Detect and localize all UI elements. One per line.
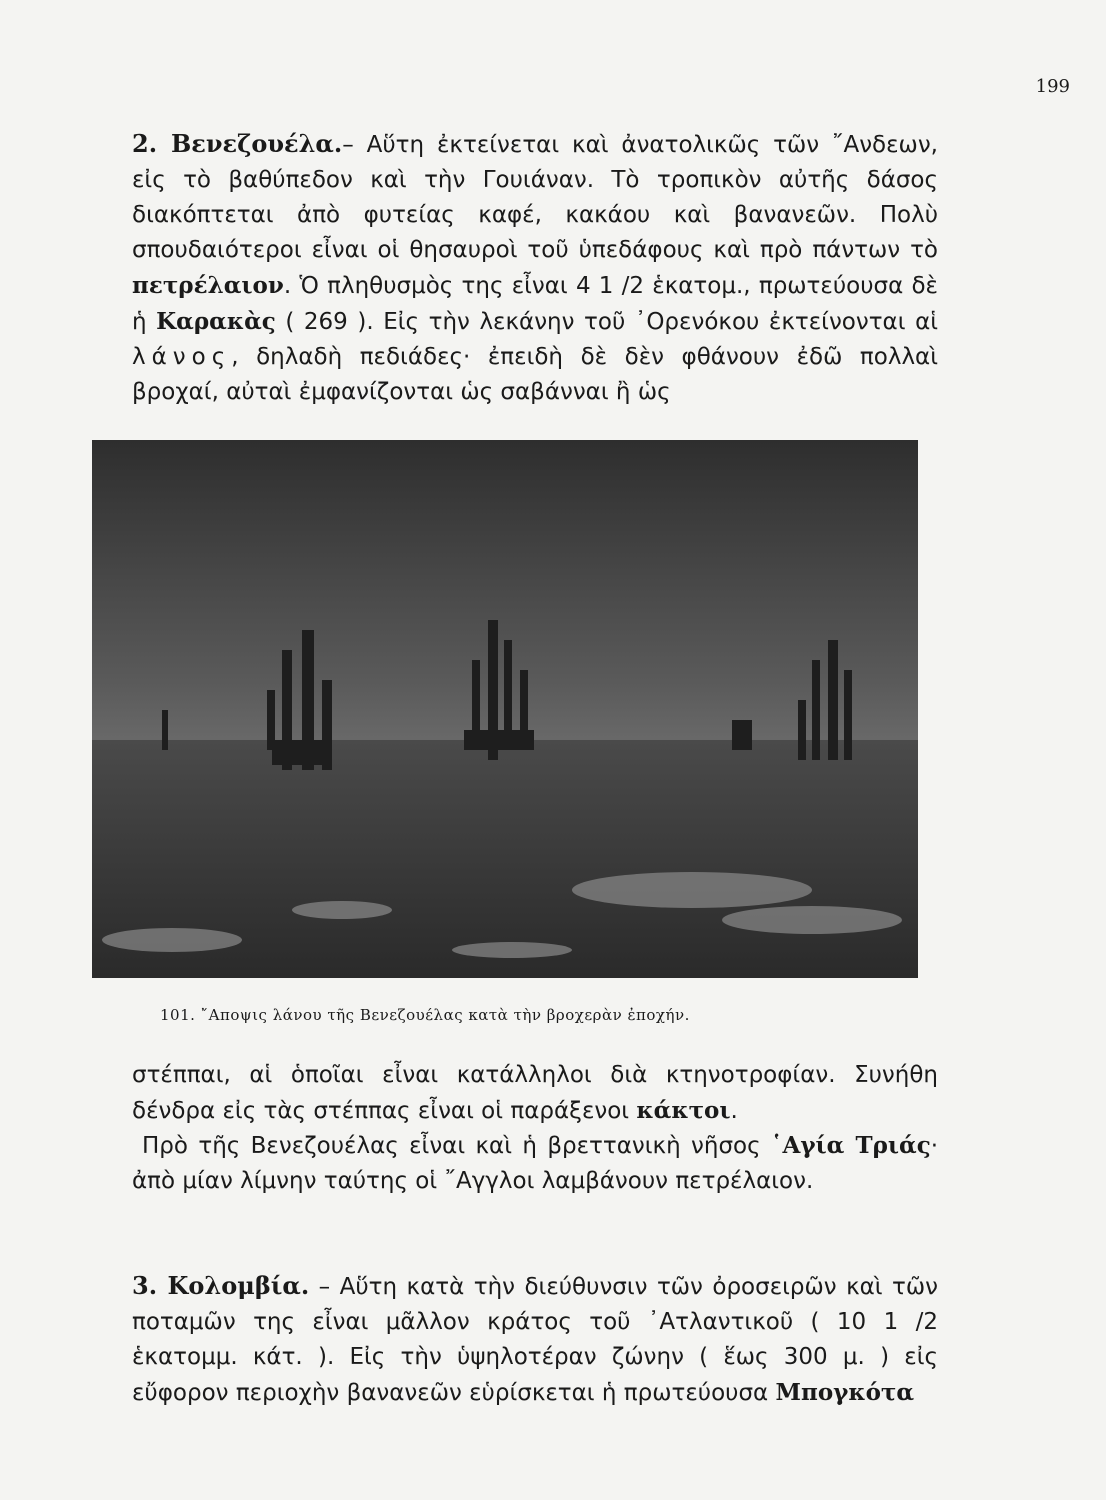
term-caracas: Καρακὰς bbox=[156, 308, 276, 335]
continuation-text-1: στέππαι, αἱ ὁποῖαι εἶναι κατάλληλοι διὰ κτηνοτροφίαν. Συνήθη δένδρα εἰς τὰς στέππας εἶναι οἱ παράξενοι bbox=[132, 1062, 938, 1124]
figure-caption: 101. ῎Αποψις λάνου τῆς Βενεζουέλας κατὰ τὴν βροχερὰν ἐποχήν. bbox=[160, 1006, 690, 1024]
venezuela-text-4: , δηλαδὴ πεδιάδες· ἐπειδὴ δὲ δὲν φθάνουν ἐδῶ πολλαὶ βροχαί, αὐταὶ ἐμφανίζονται ὡς σαβάνναι ἢ ὡς bbox=[132, 344, 938, 405]
term-cacti: κάκτοι bbox=[636, 1097, 731, 1124]
venezuela-paragraph bbox=[132, 126, 938, 410]
term-llanos: λάνος bbox=[132, 344, 232, 370]
venezuela-text-2: . Ὁ πληθυσμὸς της εἶναι 4 1 /2 ἑκατομ., πρωτεύουσα δὲ ἡ bbox=[132, 273, 938, 335]
term-oil: πετρέλαιον bbox=[132, 272, 284, 299]
continuation-paragraph bbox=[132, 1058, 938, 1129]
trinidad-text-1: Πρὸ τῆς Βενεζουέλας εἶναι καὶ ἡ βρεττανικὴ νῆσος bbox=[142, 1133, 772, 1159]
colombia-text-1: – Αὕτη κατὰ τὴν διεύθυνσιν τῶν ὀροσειρῶν καὶ τῶν ποταμῶν της εἶναι μᾶλλον κράτος τοῦ ᾿Ατλαντικοῦ ( 10 1 /2 ἑκατομμ. κάτ. ). Εἰς τὴν ὑψηλοτέραν ζώνην ( ἕως 300 μ. ) εἰς εὔφορον περιοχὴν βανανεῶν εὑρίσκεται ἡ πρωτεύουσα bbox=[132, 1274, 938, 1406]
continuation-text-2: . bbox=[730, 1098, 738, 1124]
section-heading-colombia: 3. Κολομβία. bbox=[132, 1271, 310, 1300]
photo-image bbox=[92, 440, 918, 978]
colombia-paragraph bbox=[132, 1268, 938, 1411]
trinidad-paragraph bbox=[132, 1128, 938, 1199]
venezuela-text-3: ( 269 ). Εἰς τὴν λεκάνην τοῦ ᾿Ορενόκου ἐκτείνονται αἱ bbox=[275, 309, 939, 335]
term-trinidad: ῾Αγία Τριάς bbox=[771, 1132, 931, 1159]
page-number: 199 bbox=[1035, 76, 1070, 97]
venezuela-text-1: – Αὕτη ἐκτείνεται καὶ ἀνατολικῶς τῶν ῎Ανδεων, εἰς τὸ βαθύπεδον καὶ τὴν Γουιάναν. Τὸ τροπικὸν αὐτῆς δάσος διακόπτεται ἀπὸ φυτείας καφέ, κακάου καὶ βανανεῶν. Πολὺ σπουδαιότεροι εἶναι οἱ θησαυροὶ τοῦ ὑπεδάφους καὶ πρὸ πάντων τὸ bbox=[132, 132, 938, 263]
figure-llanos-photo bbox=[92, 440, 918, 978]
section-heading-venezuela: 2. Βενεζουέλα. bbox=[132, 129, 343, 158]
term-bogota: Μπογκότα bbox=[775, 1379, 915, 1406]
trinidad-text-2: · ἀπὸ μίαν λίμνην ταύτης οἱ ῎Αγγλοι λαμβάνουν πετρέλαιον. bbox=[132, 1133, 939, 1194]
